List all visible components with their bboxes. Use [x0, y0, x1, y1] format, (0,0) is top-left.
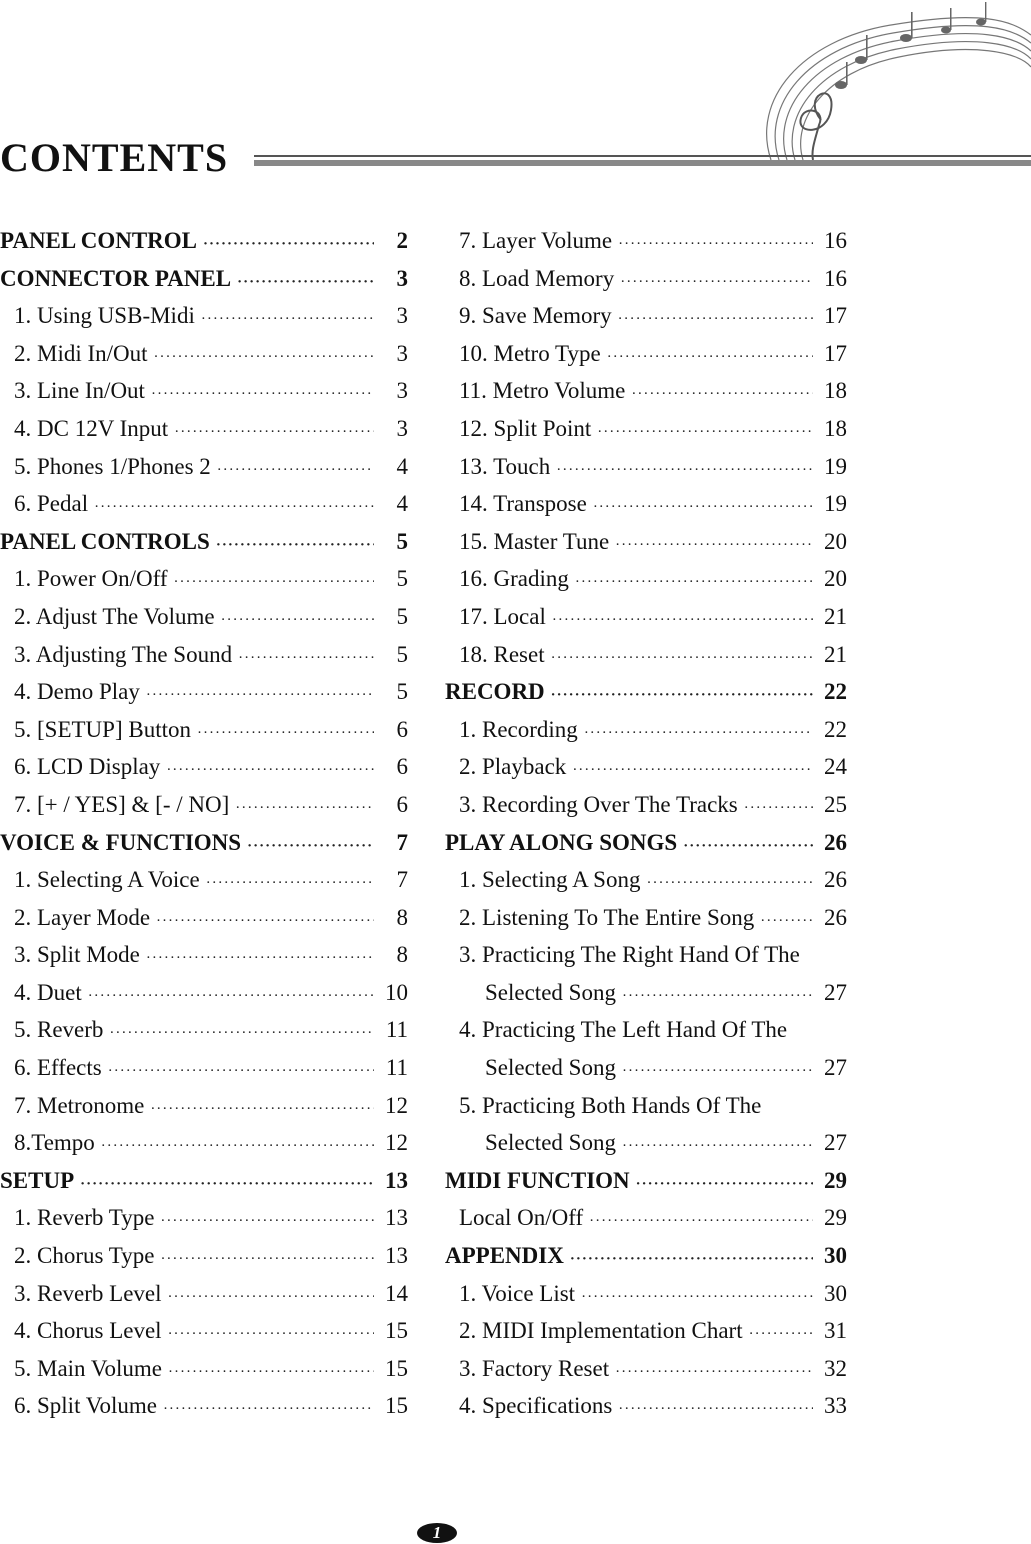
toc-entry-title: 3. Line In/Out [14, 378, 145, 404]
toc-entry-page: 26 [824, 904, 847, 930]
toc-leader-dots [163, 1391, 374, 1429]
toc-entry-title: CONNECTOR PANEL [0, 265, 232, 291]
toc-entry-page: 8 [396, 942, 408, 968]
toc-entry[interactable] [445, 1350, 847, 1388]
toc-leader-dots [80, 1166, 374, 1204]
toc-entry[interactable] [0, 711, 408, 749]
toc-entry-title: 12. Split Point [459, 415, 592, 441]
title-rule [254, 155, 1031, 167]
toc-entry-page: 27 [824, 1055, 847, 1081]
toc-leader-dots [146, 940, 374, 978]
toc-entry-title: 6. Effects [14, 1055, 102, 1081]
toc-entry-title: 5. Phones 1/Phones 2 [14, 453, 211, 479]
toc-entry[interactable] [445, 485, 847, 523]
toc-entry-title: 8. Load Memory [459, 265, 615, 291]
toc-entry-title: 2. Chorus Type [14, 1243, 155, 1269]
toc-leader-dots [552, 602, 813, 640]
toc-entry-page: 21 [824, 603, 847, 629]
toc-leader-dots [235, 790, 374, 828]
toc-entry-title: 5. Reverb [14, 1017, 104, 1043]
toc-leader-dots [597, 414, 813, 452]
toc-entry-title: PANEL CONTROL [0, 228, 198, 253]
toc-entry[interactable] [0, 297, 408, 335]
toc-entry-page: 31 [824, 1318, 847, 1344]
toc-entry-page: 11 [385, 1017, 408, 1043]
toc-entry[interactable] [0, 1087, 408, 1125]
toc-entry-page: 16 [824, 228, 847, 253]
toc-entry-page: 13 [385, 1167, 408, 1193]
toc-entry-page: 3 [396, 340, 408, 366]
toc-entry-page: 19 [824, 453, 847, 479]
toc-entry-title: 13. Touch [459, 453, 551, 479]
toc-entry[interactable] [0, 1124, 408, 1162]
toc-entry[interactable] [445, 372, 847, 410]
toc-leader-dots [168, 1316, 374, 1354]
toc-entry-page: 27 [824, 979, 847, 1005]
toc-entry-page: 27 [824, 1130, 847, 1156]
toc-entry-title: 11. Metro Volume [459, 378, 626, 404]
toc-entry-page: 7 [396, 829, 408, 855]
toc-entry-title: 3. Reverb Level [14, 1280, 162, 1306]
toc-entry-title: 7. Metronome [14, 1092, 145, 1118]
toc-entry[interactable] [445, 824, 847, 862]
toc-entry-title: 3. Practicing The Right Hand Of The [459, 942, 800, 968]
toc-entry-page: 5 [396, 566, 408, 592]
toc-entry-page: 6 [396, 791, 408, 817]
toc-leader-dots [168, 1279, 374, 1317]
toc-leader-dots [556, 452, 813, 490]
music-notes-staff-icon [741, 0, 1031, 165]
toc-leader-dots [615, 1354, 813, 1392]
toc-entry[interactable] [0, 1011, 408, 1049]
toc-entry-title: 3. Factory Reset [459, 1355, 610, 1381]
toc-entry[interactable] [0, 1387, 408, 1425]
toc-entry[interactable] [445, 786, 847, 824]
toc-entry[interactable] [0, 899, 408, 937]
toc-entry[interactable] [0, 560, 408, 598]
toc-leader-dots [94, 489, 374, 527]
toc-entry-page: 15 [385, 1393, 408, 1419]
toc-entry-page: 3 [396, 303, 408, 329]
toc-entry-title: 2. Midi In/Out [14, 340, 148, 366]
toc-entry-page: 13 [385, 1205, 408, 1231]
toc-leader-dots [618, 301, 813, 339]
toc-entry-title: 2. Playback [459, 754, 567, 780]
toc-entry-page: 24 [824, 754, 847, 780]
toc-entry-title: 2. Listening To The Entire Song [459, 904, 755, 930]
toc-entry-page: 33 [824, 1393, 847, 1419]
toc-entry-page: 14 [385, 1280, 408, 1306]
toc-entry-page: 6 [396, 754, 408, 780]
toc-entry-title: 2. Layer Mode [14, 904, 151, 930]
toc-entry-page: 21 [824, 641, 847, 667]
toc-entry-title: PANEL CONTROLS [0, 528, 210, 554]
toc-entry-page: 22 [824, 716, 847, 742]
toc-entry-title: 1. Using USB-Midi [14, 303, 195, 329]
toc-entry[interactable] [445, 448, 847, 486]
toc-leader-dots [760, 903, 813, 941]
toc-entry-page: 18 [824, 415, 847, 441]
toc-leader-dots [620, 264, 813, 302]
toc-entry-title: Selected Song [485, 1055, 616, 1081]
toc-entry[interactable] [0, 485, 408, 523]
toc-leader-dots [206, 865, 374, 903]
toc-leader-dots [151, 376, 374, 414]
toc-entry[interactable] [0, 598, 408, 636]
toc-leader-dots [570, 1241, 813, 1279]
toc-entry-title: 1. Recording [459, 716, 578, 742]
toc-entry[interactable] [445, 1387, 847, 1425]
toc-leader-dots [575, 564, 813, 602]
toc-entry-title: 3. Split Mode [14, 942, 140, 968]
toc-entry-title: 15. Master Tune [459, 528, 610, 554]
toc-entry[interactable] [0, 636, 408, 674]
toc-entry-page: 32 [824, 1355, 847, 1381]
toc-entry-title: VOICE & FUNCTIONS [0, 829, 242, 855]
toc-entry-title: APPENDIX [445, 1243, 564, 1269]
toc-leader-dots [622, 1053, 813, 1091]
toc-entry-title: 4. Practicing The Left Hand Of The [459, 1017, 788, 1043]
toc-entry[interactable] [445, 636, 847, 674]
toc-entry[interactable] [445, 1237, 847, 1275]
toc-entry[interactable] [445, 899, 847, 937]
toc-entry[interactable] [445, 222, 847, 260]
toc-leader-dots [197, 715, 374, 753]
toc-leader-dots [237, 264, 374, 302]
toc-leader-dots [238, 640, 374, 678]
toc-entry-page: 26 [824, 829, 847, 855]
toc-entry[interactable] [445, 1162, 847, 1200]
toc-entry[interactable] [0, 335, 408, 373]
toc-leader-dots [646, 865, 813, 903]
toc-entry-page: 15 [385, 1318, 408, 1344]
toc-entry-page: 5 [396, 528, 408, 554]
toc-entry-title: 18. Reset [459, 641, 545, 667]
toc-leader-dots [581, 1279, 813, 1317]
toc-entry-title: 1. Selecting A Voice [14, 867, 200, 893]
toc-entry[interactable] [0, 1350, 408, 1388]
toc-leader-dots [217, 452, 374, 490]
toc-entry[interactable] [0, 222, 408, 260]
toc-entry-page: 10 [385, 979, 408, 1005]
toc-entry-page: 20 [824, 528, 847, 554]
toc-entry[interactable] [445, 598, 847, 636]
toc-leader-dots [615, 527, 813, 565]
toc-entry-title: 2. MIDI Implementation Chart [459, 1318, 743, 1344]
toc-entry-page: 12 [385, 1092, 408, 1118]
toc-entry-title: 6. LCD Display [14, 754, 161, 780]
toc-entry-title: 5. Practicing Both Hands Of The [459, 1092, 762, 1118]
toc-entry[interactable] [0, 936, 408, 974]
toc-entry-page: 13 [385, 1243, 408, 1269]
toc-leader-dots [160, 1203, 374, 1241]
toc-leader-dots [551, 640, 813, 678]
toc-entry[interactable] [445, 1087, 847, 1125]
toc-entry[interactable] [0, 824, 408, 862]
toc-entry-page: 29 [824, 1205, 847, 1231]
toc-entry-title: SETUP [0, 1167, 75, 1193]
toc-entry-title: 1. Selecting A Song [459, 867, 641, 893]
toc-entry[interactable] [0, 1049, 408, 1087]
toc-entry[interactable] [0, 410, 408, 448]
toc-right-column [445, 222, 847, 1425]
toc-entry[interactable] [0, 748, 408, 786]
toc-entry-page: 26 [824, 867, 847, 893]
toc-leader-dots [160, 1241, 374, 1279]
toc-entry-title: 8.Tempo [14, 1130, 95, 1156]
toc-entry[interactable] [445, 335, 847, 373]
toc-entry[interactable] [445, 410, 847, 448]
toc-entry-page: 5 [396, 679, 408, 705]
toc-leader-dots [551, 677, 813, 715]
toc-leader-dots [174, 414, 374, 452]
toc-leader-dots [618, 1391, 813, 1429]
toc-entry-title: 2. Adjust The Volume [14, 603, 215, 629]
page-number: 1 [432, 1523, 442, 1542]
toc-entry[interactable] [445, 711, 847, 749]
toc-entry-page: 5 [396, 641, 408, 667]
toc-entry-title: 5. Main Volume [14, 1355, 163, 1381]
toc-leader-dots [174, 564, 374, 602]
toc-entry[interactable] [0, 372, 408, 410]
toc-entry-page: 17 [824, 303, 847, 329]
toc-leader-dots [109, 1015, 374, 1053]
toc-entry[interactable] [445, 523, 847, 561]
toc-leader-dots [622, 978, 813, 1016]
toc-left-column [0, 222, 408, 1425]
toc-entry-title: 4. Specifications [459, 1393, 613, 1419]
toc-entry[interactable] [445, 260, 847, 298]
toc-entry[interactable] [445, 974, 847, 1012]
toc-entry-page: 3 [396, 415, 408, 441]
toc-entry-title: Selected Song [485, 979, 616, 1005]
toc-entry-page: 2 [396, 228, 408, 253]
toc-entry[interactable] [0, 673, 408, 711]
toc-entry-page: 11 [385, 1055, 408, 1081]
toc-leader-dots [88, 978, 374, 1016]
toc-entry-page: 29 [824, 1167, 847, 1193]
toc-leader-dots [749, 1316, 813, 1354]
toc-leader-dots [584, 715, 813, 753]
toc-entry-title: 1. Voice List [459, 1280, 576, 1306]
toc-entry-title: 4. Demo Play [14, 679, 140, 705]
toc-entry-page: 4 [396, 453, 408, 479]
toc-entry-page: 6 [396, 716, 408, 742]
toc-entry-title: 6. Split Volume [14, 1393, 157, 1419]
page-number-badge [417, 1523, 457, 1543]
toc-leader-dots [150, 1091, 374, 1129]
toc-leader-dots [589, 1203, 813, 1241]
toc-entry-page: 18 [824, 378, 847, 404]
toc-leader-dots [156, 903, 374, 941]
toc-entry[interactable] [445, 297, 847, 335]
toc-entry-page: 5 [396, 603, 408, 629]
toc-entry-page: 17 [824, 340, 847, 366]
toc-entry-title: PLAY ALONG SONGS [445, 829, 678, 855]
toc-entry-title: 3. Adjusting The Sound [14, 641, 233, 667]
toc-entry-title: 1. Reverb Type [14, 1205, 155, 1231]
toc-entry-title: Local On/Off [459, 1205, 584, 1231]
toc-entry[interactable] [0, 786, 408, 824]
toc-entry-page: 12 [385, 1130, 408, 1156]
toc-leader-dots [221, 602, 374, 640]
toc-entry[interactable] [0, 861, 408, 899]
toc-entry[interactable] [445, 1199, 847, 1237]
toc-entry-page: 16 [824, 265, 847, 291]
toc-entry[interactable] [445, 560, 847, 598]
toc-entry-title: 5. [SETUP] Button [14, 716, 191, 742]
toc-entry[interactable] [0, 974, 408, 1012]
toc-entry[interactable] [445, 861, 847, 899]
toc-leader-dots [146, 677, 374, 715]
toc-entry-title: 4. DC 12V Input [14, 415, 169, 441]
toc-entry-title: 9. Save Memory [459, 303, 612, 329]
toc-entry-title: MIDI FUNCTION [445, 1167, 630, 1193]
toc-entry-title: RECORD [445, 679, 545, 705]
toc-entry[interactable] [445, 1312, 847, 1350]
toc-entry-title: Selected Song [485, 1130, 616, 1156]
toc-entry-page: 20 [824, 566, 847, 592]
toc-entry[interactable] [445, 1124, 847, 1162]
toc-leader-dots [168, 1354, 374, 1392]
toc-entry-title: 16. Grading [459, 566, 569, 592]
toc-entry-title: 6. Pedal [14, 491, 89, 517]
toc-entry-page: 4 [396, 491, 408, 517]
toc-entry-page: 22 [824, 679, 847, 705]
toc-entry-title: 17. Local [459, 603, 546, 629]
toc-entry[interactable] [445, 748, 847, 786]
toc-entry[interactable] [0, 260, 408, 298]
toc-entry-title: 4. Chorus Level [14, 1318, 162, 1344]
toc-leader-dots [572, 752, 813, 790]
toc-entry[interactable] [445, 936, 847, 974]
toc-entry[interactable] [0, 1237, 408, 1275]
toc-entry[interactable] [0, 1312, 408, 1350]
toc-entry[interactable] [0, 1162, 408, 1200]
toc-entry[interactable] [445, 1275, 847, 1313]
toc-entry-title: 7. Layer Volume [459, 228, 613, 253]
toc-entry-title: 10. Metro Type [459, 340, 601, 366]
toc-leader-dots [203, 226, 374, 264]
toc-entry-page: 3 [396, 265, 408, 291]
toc-leader-dots [201, 301, 374, 339]
toc-leader-dots [247, 828, 374, 866]
toc-entry-page: 8 [396, 904, 408, 930]
toc-entry[interactable] [445, 1011, 847, 1049]
toc-entry-title: 7. [+ / YES] & [- / NO] [14, 791, 230, 817]
toc-entry[interactable] [0, 1199, 408, 1237]
toc-leader-dots [622, 1128, 813, 1166]
toc-leader-dots [166, 752, 374, 790]
toc-leader-dots [607, 339, 813, 377]
toc-entry-title: 14. Transpose [459, 491, 587, 517]
toc-entry-page: 30 [824, 1280, 847, 1306]
toc-entry[interactable] [0, 1275, 408, 1313]
toc-entry-page: 19 [824, 491, 847, 517]
toc-leader-dots [101, 1128, 374, 1166]
toc-entry[interactable] [0, 523, 408, 561]
toc-entry-title: 1. Power On/Off [14, 566, 168, 592]
toc-leader-dots [216, 527, 374, 565]
toc-entry-title: 3. Recording Over The Tracks [459, 791, 738, 817]
toc-entry-page: 15 [385, 1355, 408, 1381]
toc-leader-dots [631, 376, 813, 414]
toc-entry[interactable] [445, 1049, 847, 1087]
toc-entry[interactable] [445, 673, 847, 711]
toc-entry-title: 4. Duet [14, 979, 82, 1005]
toc-leader-dots [683, 828, 813, 866]
toc-entry-page: 30 [824, 1243, 847, 1269]
toc-leader-dots [636, 1166, 813, 1204]
toc-leader-dots [154, 339, 374, 377]
toc-entry-page: 7 [396, 867, 408, 893]
toc-leader-dots [108, 1053, 374, 1091]
toc-leader-dots [744, 790, 813, 828]
toc-entry-page: 3 [396, 378, 408, 404]
toc-leader-dots [618, 226, 813, 264]
toc-entry[interactable] [0, 448, 408, 486]
toc-leader-dots [593, 489, 813, 527]
toc-entry-page: 25 [824, 791, 847, 817]
page-title: CONTENTS [0, 135, 229, 180]
